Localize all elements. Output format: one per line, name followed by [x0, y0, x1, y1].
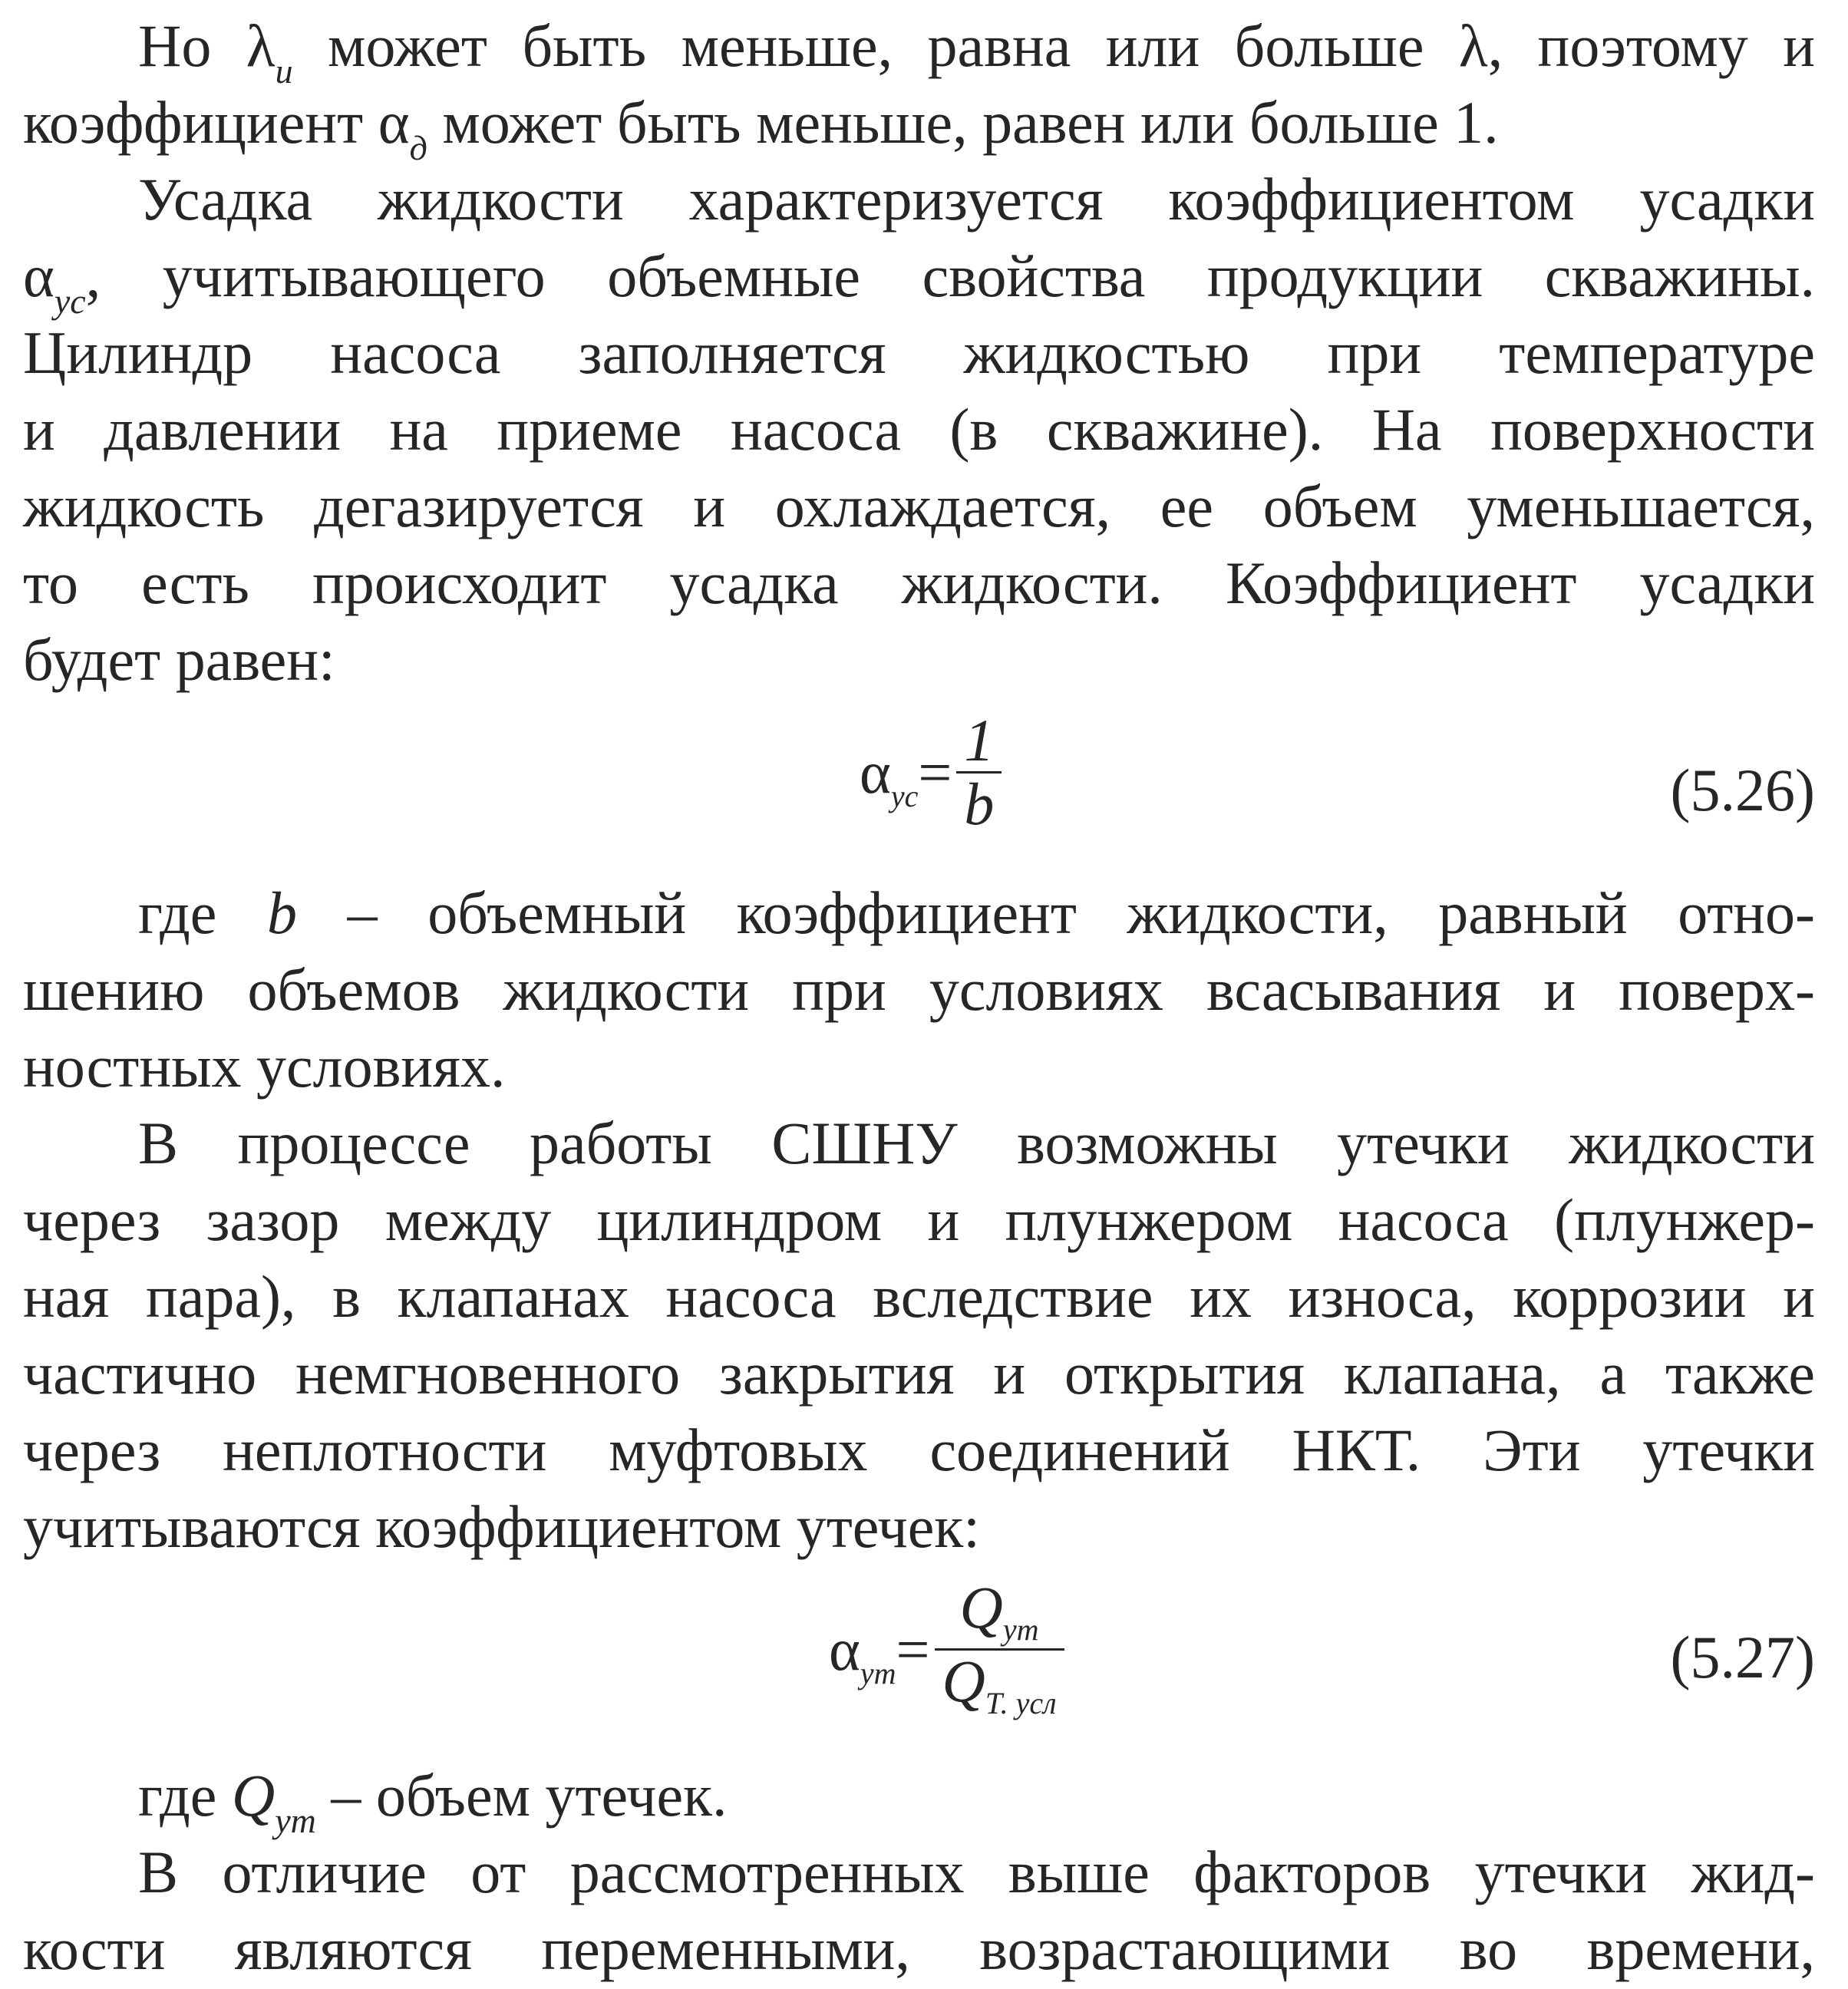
subscript: и	[275, 51, 293, 91]
equation-number: (5.27)	[1670, 1624, 1815, 1690]
fraction	[956, 707, 1002, 837]
fraction	[935, 1574, 1064, 1722]
text-span: , поэтому и	[1487, 12, 1815, 79]
text-line: В процессе работы СШНУ возможны утечки жидкости	[138, 1110, 1815, 1176]
alpha-symbol: α	[23, 242, 54, 309]
text-line: ностных условиях.	[23, 1033, 506, 1100]
alpha-symbol: α	[860, 738, 891, 806]
text-line: через зазор между цилиндром и плунжером насоса (плунжер-	[23, 1186, 1815, 1253]
variable: Q	[942, 1648, 985, 1714]
text-span: может быть меньше, равна или больше	[292, 12, 1459, 79]
variable: Q	[231, 1762, 276, 1829]
text-line	[23, 238, 1815, 321]
text-line: через неплотности муфтовых соединений НКТ. Эти утечки	[23, 1417, 1815, 1483]
text-span: Но	[138, 12, 246, 79]
text-line: то есть происходит усадка жидкости. Коэффициент усадки	[23, 549, 1815, 616]
equals-sign: =	[918, 738, 952, 806]
subscript: ут	[1002, 1612, 1039, 1647]
text-line: учитываются коэффициентом утечек:	[23, 1493, 980, 1560]
subscript: Т. усл	[985, 1686, 1057, 1720]
subscript: ус	[54, 282, 86, 321]
text-span: коэффициент	[23, 89, 378, 156]
subscript: ус	[890, 778, 919, 813]
subscript: ут	[860, 1655, 896, 1690]
text-span: где	[138, 1762, 232, 1829]
denominator: b	[964, 770, 995, 837]
text-span: – объем утечек.	[315, 1762, 728, 1829]
formula-lhs	[860, 738, 919, 813]
numerator: 1	[964, 707, 995, 774]
text-line	[23, 84, 1815, 167]
text-line: и давлении на приеме насоса (в скважине). На поверхности	[23, 396, 1815, 463]
formula-5-26	[23, 707, 1815, 840]
lambda-symbol: λ	[246, 12, 276, 79]
text-line	[23, 8, 1815, 91]
formula-expression	[829, 1574, 1064, 1722]
text-line	[23, 875, 1815, 952]
alpha-symbol: α	[378, 89, 410, 156]
text-line: жидкость дегазируется и охлаждается, ее объем уменьшается,	[23, 473, 1815, 539]
lambda-symbol: λ	[1458, 12, 1488, 79]
text-span: где	[138, 879, 268, 946]
text-line: шению объемов жидкости при условиях всасывания и поверх-	[23, 956, 1815, 1023]
alpha-symbol: α	[829, 1615, 860, 1683]
text-line: частично немгновенного закрытия и открытия клапана, а также	[23, 1340, 1815, 1407]
variable: b	[267, 879, 298, 946]
text-line: кости являются переменными, возрастающими во времени,	[23, 1915, 1815, 1982]
equation-number: (5.26)	[1670, 757, 1815, 823]
subscript: ут	[275, 1801, 316, 1840]
text-span: , учитывающего объемные свойства продукции скважины.	[85, 242, 1815, 309]
text-line	[23, 1757, 1815, 1840]
subscript: д	[409, 128, 427, 167]
text-line: будет равен:	[23, 626, 335, 693]
text-span: может быть меньше, равен или больше 1.	[427, 89, 1499, 156]
formula-5-27	[23, 1574, 1815, 1720]
denominator	[935, 1648, 1064, 1722]
text-line: В отличие от рассмотренных выше факторов утечки жид-	[138, 1839, 1815, 1905]
numerator	[952, 1574, 1047, 1648]
formula-lhs	[829, 1615, 896, 1690]
text-line: Усадка жидкости характеризуется коэффициентом усадки	[138, 166, 1815, 233]
text-line: Цилиндр насоса заполняется жидкостью при температуре	[23, 319, 1815, 386]
variable: Q	[959, 1574, 1003, 1641]
equals-sign: =	[896, 1615, 930, 1683]
formula-expression	[860, 707, 1002, 837]
text-line: ная пара), в клапанах насоса вследствие их износа, коррозии и	[23, 1263, 1815, 1330]
text-span: – объемный коэффициент жидкости, равный отно-	[297, 879, 1815, 946]
